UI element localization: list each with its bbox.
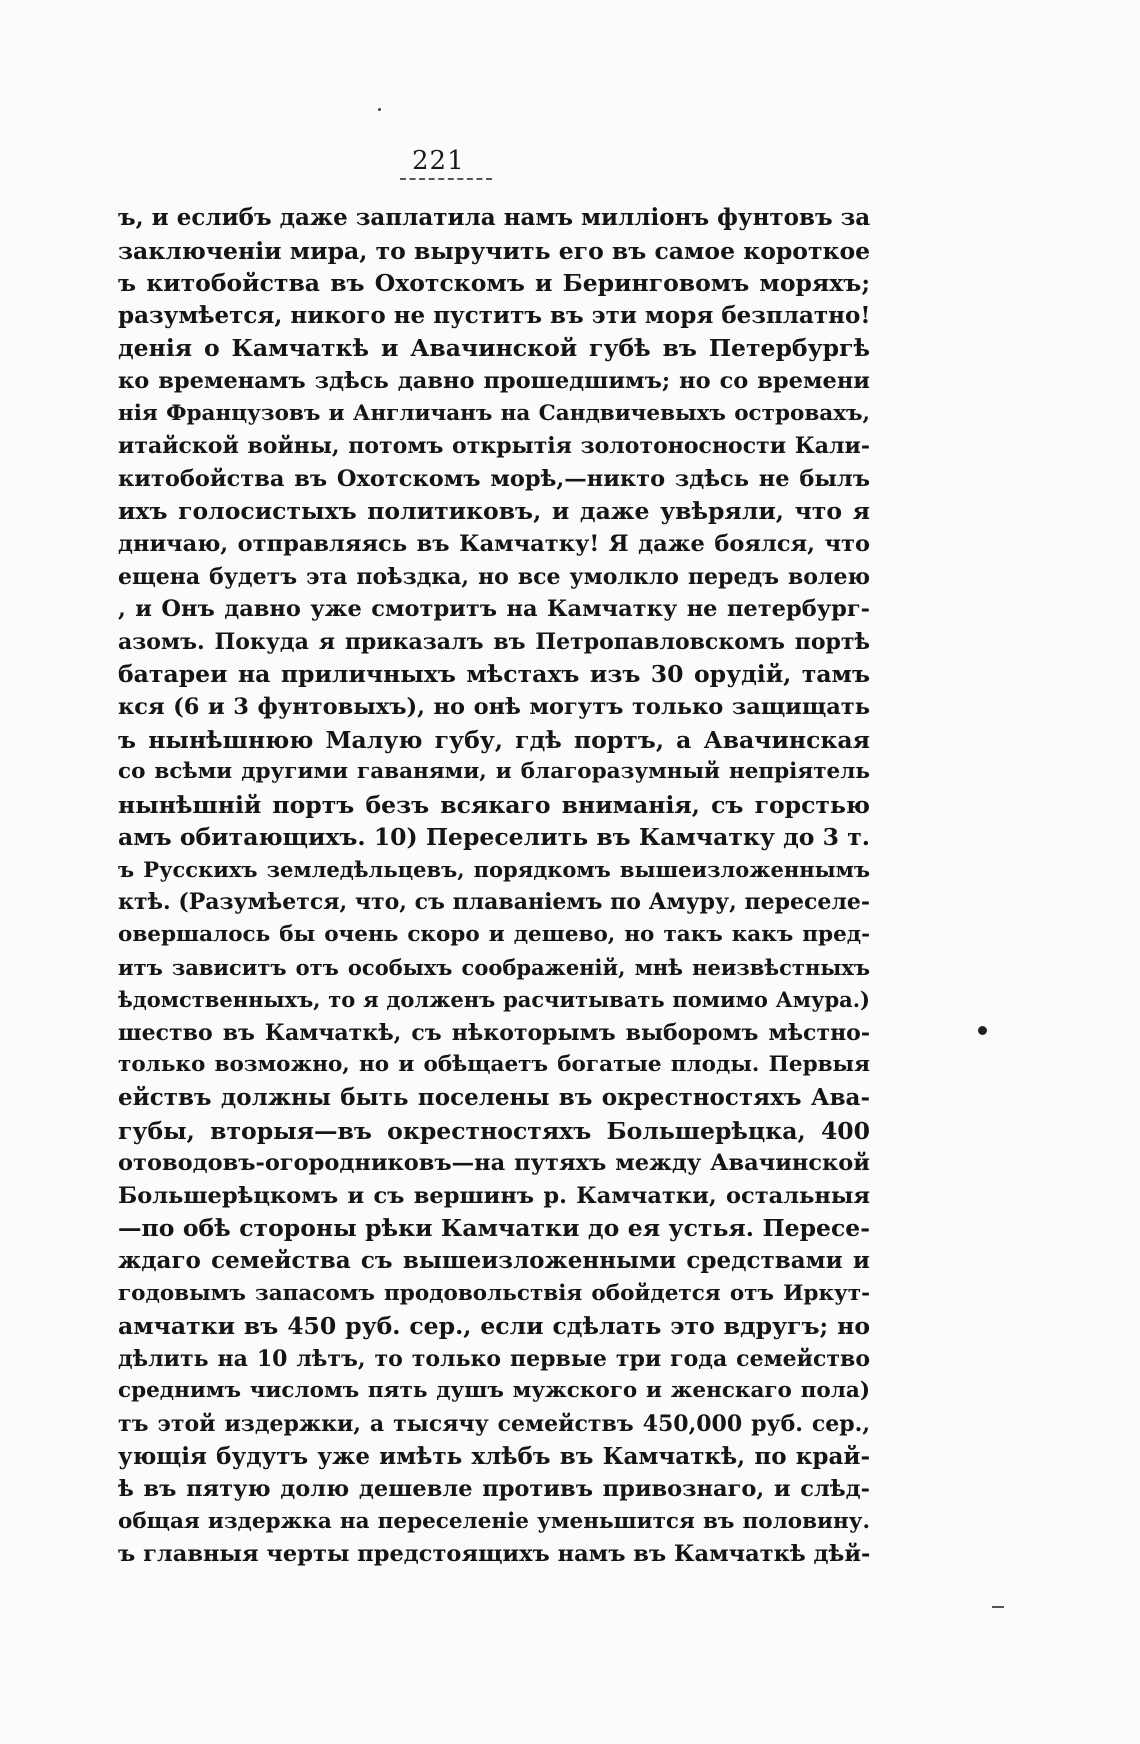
- text-line: ъ нынѣшнюю Малую губу, гдѣ портъ, а Авачинская: [118, 725, 870, 754]
- text-line: ихъ голосистыхъ политиковъ, и даже увѣряли, что я: [118, 497, 870, 526]
- text-line: денія о Камчаткѣ и Авачинской губѣ въ Петербургѣ: [118, 334, 870, 363]
- text-line: ъ, и еслибъ даже заплатила намъ милліонъ фунтовъ за: [118, 204, 870, 231]
- text-line: годовымъ запасомъ продовольствія обойдется отъ Иркут-: [118, 1280, 870, 1306]
- text-line: дничаю, отправляясь въ Камчатку! Я даже боялся, что: [118, 530, 870, 557]
- page-number: 221: [412, 146, 465, 176]
- text-line: ующія будутъ уже имѣть хлѣбъ въ Камчаткѣ, по край-: [118, 1442, 870, 1470]
- text-line: итъ зависитъ отъ особыхъ соображеній, мнѣ неизвѣстныхъ: [118, 954, 870, 980]
- text-line: нія Французовъ и Англичанъ на Сандвичевыхъ островахъ,: [118, 400, 870, 426]
- text-line: кся (6 и 3 фунтовыхъ), но онѣ могутъ только защищать: [118, 693, 870, 720]
- text-line: батареи на приличныхъ мѣстахъ изъ 30 орудій, тамъ: [118, 660, 870, 689]
- margin-ink-dot: [978, 1026, 987, 1035]
- page-number-rule: [400, 178, 492, 180]
- text-line: со всѣми другими гаванями, и благоразумный непріятель: [118, 759, 870, 785]
- margin-mark: [992, 1606, 1004, 1608]
- text-line: ъ Русскихъ земледѣльцевъ, порядкомъ вышеизложеннымъ: [118, 856, 870, 882]
- text-line: шество въ Камчаткѣ, съ нѣкоторымъ выборомъ мѣстно-: [118, 1019, 870, 1046]
- text-line: азомъ. Покуда я приказалъ въ Петропавловскомъ портѣ: [118, 628, 870, 655]
- text-line: Большерѣцкомъ и съ вершинъ р. Камчатки, остальныя: [118, 1182, 870, 1209]
- text-line: губы, вторыя—въ окрестностяхъ Большерѣцка, 400: [118, 1116, 870, 1145]
- text-line: общая издержка на переселеніе уменьшится въ половину.: [118, 1508, 870, 1534]
- body-text: [118, 202, 870, 1571]
- text-line: среднимъ числомъ пять душъ мужского и женскаго пола): [118, 1378, 870, 1404]
- text-line: тъ этой издержки, а тысячу семействъ 450,000 руб. сер.,: [118, 1410, 870, 1437]
- text-line: китобойства въ Охотскомъ морѣ,—никто здѣсь не былъ: [118, 465, 870, 492]
- text-line: ко временамъ здѣсь давно прошедшимъ; но со времени: [118, 367, 870, 394]
- text-line: ещена будетъ эта поѣздка, но все умолкло передъ волею: [118, 563, 870, 590]
- text-line: ѣдомственныхъ, то я долженъ расчитывать помимо Амура.): [118, 987, 870, 1013]
- text-line: только возможно, но и обѣщаетъ богатые плоды. Первыя: [118, 1052, 870, 1078]
- text-line: ждаго семейства съ вышеизложенными средствами и: [118, 1247, 870, 1274]
- text-line: , и Онъ давно уже смотритъ на Камчатку не петербург-: [118, 596, 870, 623]
- ink-speck: [378, 108, 381, 111]
- text-line: —по обѣ стороны рѣки Камчатки до ея устья. Пересе-: [118, 1214, 870, 1243]
- text-line: заключеніи мира, то выручить его въ самое короткое: [118, 236, 870, 265]
- text-line: итайской войны, потомъ открытія золотоносности Кали-: [118, 433, 870, 460]
- text-line: отоводовъ-огородниковъ—на путяхъ между Авачинской: [118, 1150, 870, 1177]
- text-line: ъ главныя черты предстоящихъ намъ въ Камчаткѣ дѣй-: [118, 1541, 870, 1568]
- text-line: ѣ въ пятую долю дешевле противъ привознаго, и слѣд-: [118, 1476, 870, 1503]
- text-line: ействъ должны быть поселены въ окрестностяхъ Ава-: [118, 1084, 870, 1112]
- text-line: амъ обитающихъ. 10) Переселить въ Камчатку до 3 т.: [118, 823, 870, 852]
- text-line: дѣлить на 10 лѣтъ, то только первые три года семейство: [118, 1345, 870, 1372]
- text-line: ъ китобойства въ Охотскомъ и Беринговомъ моряхъ;: [118, 269, 870, 298]
- text-line: ктѣ. (Разумѣется, что, съ плаваніемъ по Амуру, переселе-: [118, 889, 870, 916]
- text-line: разумѣется, никого не пуститъ въ эти моря безплатно!: [118, 301, 870, 329]
- text-line: нынѣшній портъ безъ всякаго вниманія, съ горстью: [118, 790, 870, 819]
- text-line: амчатки въ 450 руб. сер., если сдѣлать это вдругъ; но: [118, 1312, 870, 1341]
- text-line: овершалось бы очень скоро и дешево, но такъ какъ пред-: [118, 922, 870, 948]
